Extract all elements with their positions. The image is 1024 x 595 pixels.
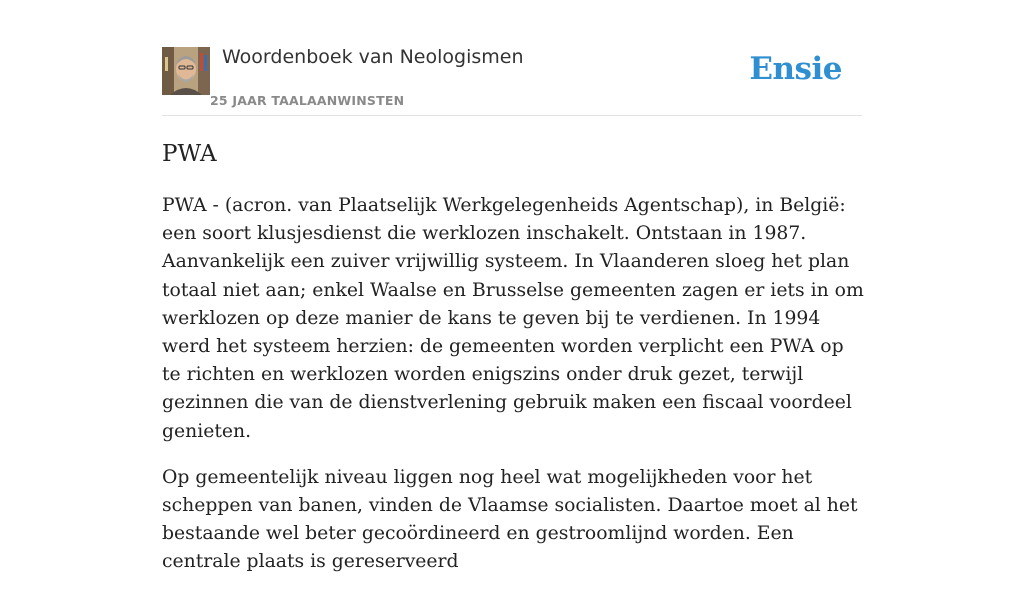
entry-content	[162, 192, 866, 595]
header	[162, 46, 862, 116]
author-name[interactable]: Woordenboek van Neologismen	[222, 46, 524, 68]
entry-paragraph: Op gemeentelijk niveau liggen nog heel wat mogelijkheden voor het scheppen van banen, vinden de Vlaamse socialisten. Daartoe moet al het bestaande wel beter gecoördineerd en gestroomlijnd worden. Een centrale plaats is gereserveerd	[162, 466, 858, 573]
ensie-logo[interactable]: Ensie	[749, 51, 842, 87]
author-tagline: 25 JAAR TAALAANWINSTEN	[210, 93, 405, 108]
entry-title: PWA	[162, 141, 217, 167]
entry-paragraph: PWA - (acron. van Plaatselijk Werkgelegenheids Agentschap), in België: een soort klusjesdienst die werklozen inschakelt. Ontstaan in 1987. Aanvankelijk een zuiver vrijwillig systeem. In Vlaanderen sloeg het plan totaal niet aan; enkel Waalse en Brusselse gemeenten zagen er iets in om werklozen op deze manier de kans te geven bij te verdienen. In 1994 werd het systeem herzien: de gemeenten worden verplicht een PWA op te richten en werklozen worden enigszins onder druk gezet, terwijl gezinnen die van de dienstverlening gebruik maken een fiscaal voordeel genieten.	[162, 195, 864, 442]
author-avatar-icon[interactable]	[162, 47, 210, 95]
